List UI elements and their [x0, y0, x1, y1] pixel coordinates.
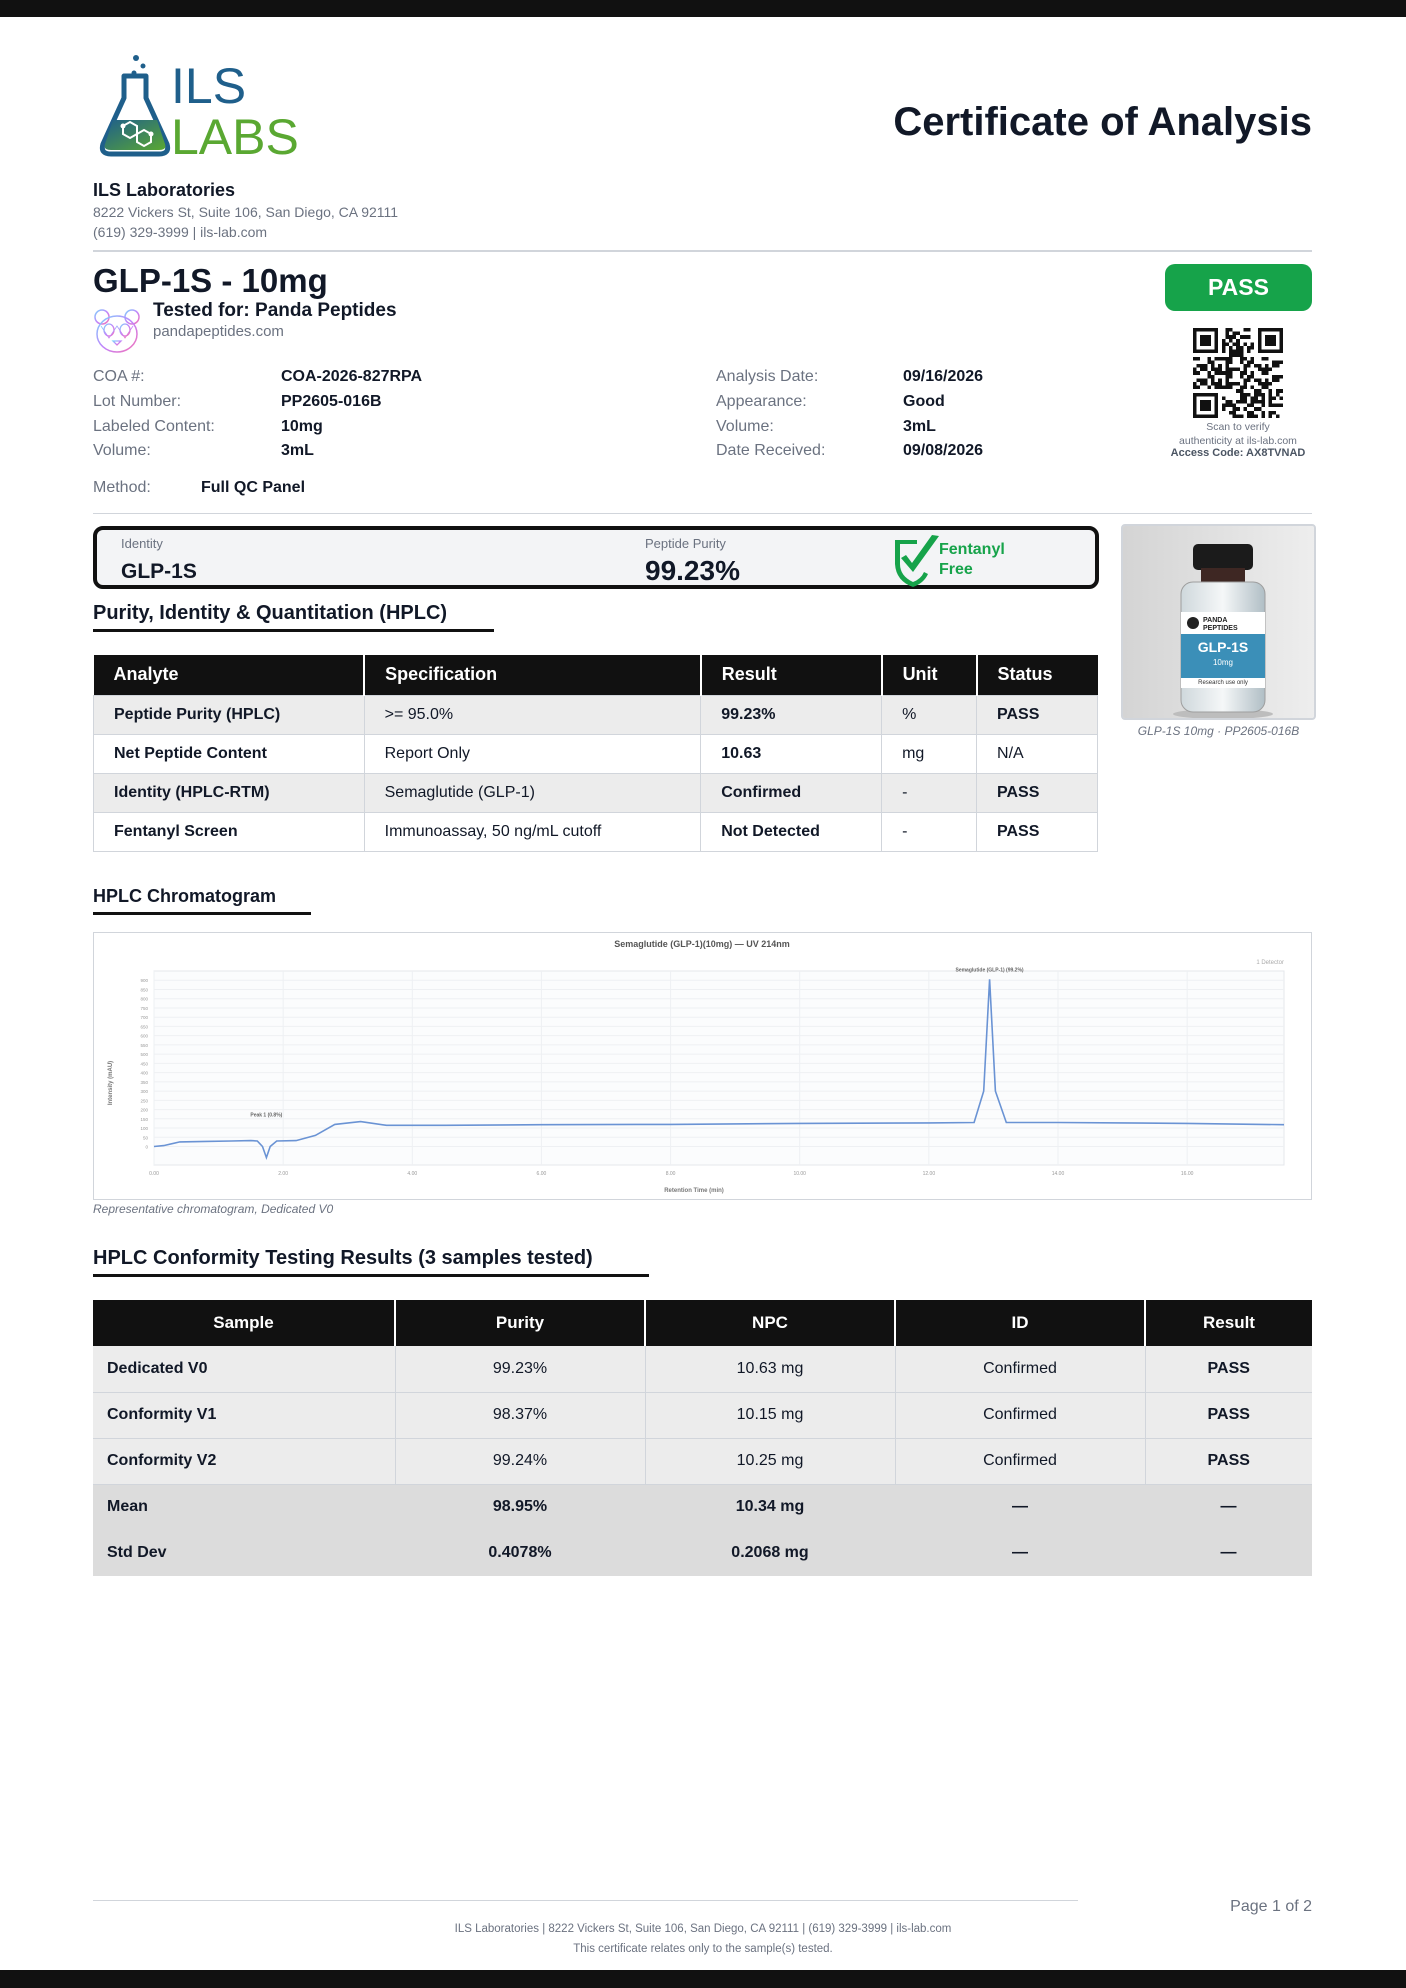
col-result: Result: [701, 655, 882, 695]
conformity-underline: [93, 1274, 649, 1277]
method-label: Method:: [93, 479, 151, 496]
analyte-cell: Identity (HPLC-RTM): [94, 773, 365, 812]
table-row: [94, 812, 1098, 851]
chart-y-tick-label: 600: [140, 1033, 148, 1039]
chart-ylabel: Intensity (mAU): [108, 1060, 114, 1106]
lab-name: ILS Laboratories: [93, 180, 236, 200]
id-cell: Confirmed: [895, 1438, 1145, 1484]
chart-y-tick-label: 250: [140, 1098, 148, 1104]
check-shield-icon: [887, 532, 943, 588]
analyte-cell: Net Peptide Content: [94, 734, 365, 773]
chart-y-tick-label: 300: [140, 1089, 148, 1095]
page-number: Page 1 of 2: [1230, 1898, 1312, 1915]
chart-y-tick-label: 200: [140, 1107, 148, 1113]
pass-badge: PASS: [1165, 264, 1312, 311]
vial-note: Research use only: [1198, 680, 1248, 686]
meta-appearance-value: Good: [903, 393, 945, 410]
col-result: Result: [1145, 1300, 1312, 1346]
purity-cell: 98.37%: [395, 1392, 645, 1438]
stat-npc-cell: 0.2068 mg: [645, 1530, 895, 1576]
flask-logo-icon: [93, 54, 313, 159]
meta-volume2-value: 3mL: [903, 418, 936, 435]
stat-id-cell: —: [895, 1484, 1145, 1530]
status-cell: PASS: [977, 773, 1098, 812]
chart-y-tick-label: 900: [140, 978, 148, 984]
fentanyl-free-label: [939, 540, 1005, 580]
chart-x-tick-label: 10.00: [793, 1171, 806, 1177]
hplc-section-title: Purity, Identity & Quantitation (HPLC): [93, 602, 448, 624]
chromatogram-chart: [93, 932, 1312, 1200]
meta-coa-value: COA-2026-827RPA: [281, 368, 423, 385]
chart-peak-label: Semaglutide (GLP-1) (99.2%): [955, 967, 1024, 974]
spec-cell: Report Only: [364, 734, 701, 773]
table-row: [93, 1438, 1312, 1484]
chart-y-tick-label: 400: [140, 1070, 148, 1076]
summary-identity-value: GLP-1S: [121, 560, 197, 583]
vial-illustration: [1123, 526, 1316, 720]
npc-cell: 10.63 mg: [645, 1346, 895, 1392]
summary-box: [93, 526, 1099, 589]
table-row: [93, 1392, 1312, 1438]
chromatogram-svg: [94, 933, 1311, 1199]
meta-lot-value: PP2605-016B: [281, 393, 382, 410]
chart-y-tick-label: 850: [140, 987, 148, 993]
col-purity: Purity: [395, 1300, 645, 1346]
chromatogram-caption: Representative chromatogram, Dedicated V0: [93, 1202, 334, 1216]
chart-y-tick-label: 550: [140, 1042, 148, 1048]
id-cell: Confirmed: [895, 1392, 1145, 1438]
result-cell: PASS: [1145, 1438, 1312, 1484]
chart-x-tick-label: 2.00: [278, 1171, 289, 1177]
stat-label-cell: Std Dev: [93, 1530, 395, 1576]
stat-result-cell: —: [1145, 1484, 1312, 1530]
client-url: pandapeptides.com: [153, 323, 284, 340]
chart-x-tick-label: 6.00: [536, 1171, 547, 1177]
stat-label-cell: Mean: [93, 1484, 395, 1530]
vial-brand-line2: PEPTIDES: [1203, 625, 1238, 632]
meta-analysis-date-value: 09/16/2026: [903, 368, 984, 385]
stat-id-cell: —: [895, 1530, 1145, 1576]
sample-cell: Dedicated V0: [93, 1346, 395, 1392]
meta-received-value: 09/08/2026: [903, 442, 984, 459]
vial-photo: [1121, 524, 1316, 720]
method-value: Full QC Panel: [201, 479, 306, 496]
col-analyte: Analyte: [94, 655, 365, 695]
purity-cell: 99.23%: [395, 1346, 645, 1392]
table-header-row: [93, 1300, 1312, 1346]
qr-scan-note-line1: Scan to verify: [1206, 421, 1270, 433]
stats-row-stddev: [93, 1530, 1312, 1576]
result-cell: 10.63: [701, 734, 882, 773]
chart-y-tick-label: 750: [140, 1005, 148, 1011]
meta-volume-value: 3mL: [281, 442, 314, 459]
vial-caption: GLP-1S 10mg · PP2605-016B: [1137, 724, 1300, 738]
sample-cell: Conformity V2: [93, 1438, 395, 1484]
chart-x-tick-label: 0.00: [149, 1171, 159, 1177]
logo-text-ils: ILS: [171, 58, 247, 114]
spec-cell: Immunoassay, 50 ng/mL cutoff: [364, 812, 701, 851]
result-cell: 99.23%: [701, 695, 882, 734]
analyte-cell: Peptide Purity (HPLC): [94, 695, 365, 734]
chart-peak-label: Peak 1 (0.8%): [250, 1112, 283, 1119]
chromatogram-underline: [93, 912, 311, 915]
panda-logo-icon: [93, 308, 141, 354]
status-cell: PASS: [977, 695, 1098, 734]
npc-cell: 10.15 mg: [645, 1392, 895, 1438]
qr-scan-note: [1150, 420, 1326, 448]
col-id: ID: [895, 1300, 1145, 1346]
chart-xlabel: Retention Time (min): [664, 1188, 724, 1194]
stats-row-mean: [93, 1484, 1312, 1530]
meta-appearance-label: Appearance:: [716, 393, 807, 410]
vial-product: GLP-1S: [1197, 639, 1249, 655]
chart-y-tick-label: 100: [140, 1126, 148, 1132]
sample-cell: Conformity V1: [93, 1392, 395, 1438]
chart-y-tick-label: 500: [140, 1052, 148, 1058]
chart-x-tick-label: 4.00: [407, 1171, 418, 1177]
analyte-cell: Fentanyl Screen: [94, 812, 365, 851]
access-code: Access Code: AX8TVNAD: [1170, 447, 1306, 459]
purity-cell: 99.24%: [395, 1438, 645, 1484]
meta-volume2-label: Volume:: [716, 418, 774, 435]
conformity-table: [93, 1300, 1312, 1576]
col-npc: NPC: [645, 1300, 895, 1346]
fentanyl-line1: Fentanyl: [939, 541, 1005, 558]
chart-legend: 1 Detector: [1256, 960, 1284, 966]
stat-purity-cell: 0.4078%: [395, 1530, 645, 1576]
hplc-results-table: [93, 655, 1098, 852]
col-unit: Unit: [882, 655, 977, 695]
chart-y-tick-label: 800: [140, 996, 148, 1002]
result-cell: Confirmed: [701, 773, 882, 812]
meta-lot-label: Lot Number:: [93, 393, 182, 410]
chart-y-tick-label: 150: [140, 1116, 148, 1122]
spec-cell: >= 95.0%: [364, 695, 701, 734]
chart-y-tick-label: 450: [140, 1061, 148, 1067]
col-sample: Sample: [93, 1300, 395, 1346]
chart-title: Semaglutide (GLP-1)(10mg) — UV 214nm: [614, 939, 790, 949]
logo-text-labs: LABS: [171, 109, 299, 159]
chart-y-tick-label: 50: [142, 1135, 148, 1141]
product-title: GLP-1S - 10mg: [93, 262, 328, 299]
table-header-row: [94, 655, 1098, 695]
header-divider: [93, 250, 1312, 252]
unit-cell: mg: [882, 734, 977, 773]
top-bar: [0, 0, 1406, 17]
meta-content-label: Labeled Content:: [93, 418, 215, 435]
chart-y-tick-label: 350: [140, 1079, 148, 1085]
meta-received-label: Date Received:: [716, 442, 826, 459]
summary-purity-value: 99.23%: [645, 555, 740, 586]
meta-coa-label: COA #:: [93, 368, 145, 385]
result-cell: Not Detected: [701, 812, 882, 851]
unit-cell: -: [882, 812, 977, 851]
stat-npc-cell: 10.34 mg: [645, 1484, 895, 1530]
table-row: [94, 695, 1098, 734]
lab-address: 8222 Vickers St, Suite 106, San Diego, CA 92111: [93, 204, 399, 220]
conformity-section-title: HPLC Conformity Testing Results (3 samples tested): [93, 1247, 593, 1269]
qr-code-icon[interactable]: [1193, 328, 1283, 418]
col-status: Status: [977, 655, 1098, 695]
footer-disclaimer: This certificate relates only to the sample(s) tested.: [573, 1943, 833, 1955]
footer-contact: ILS Laboratories | 8222 Vickers St, Suite 106, San Diego, CA 92111 | (619) 329-3999 | ils-lab.com: [454, 1923, 952, 1935]
col-specification: Specification: [364, 655, 701, 695]
result-cell: PASS: [1145, 1392, 1312, 1438]
result-cell: PASS: [1145, 1346, 1312, 1392]
lab-contact: (619) 329-3999 | ils-lab.com: [93, 224, 268, 240]
table-row: [93, 1346, 1312, 1392]
id-cell: Confirmed: [895, 1346, 1145, 1392]
chart-y-tick-label: 700: [140, 1015, 148, 1021]
meta-divider: [93, 513, 1312, 514]
bottom-bar: [0, 1970, 1406, 1988]
chart-x-tick-label: 8.00: [665, 1171, 676, 1177]
stat-result-cell: —: [1145, 1530, 1312, 1576]
meta-volume-label: Volume:: [93, 442, 151, 459]
vial-brand-line1: PANDA: [1203, 617, 1228, 624]
document-title: Certificate of Analysis: [893, 100, 1312, 144]
chart-plot-area: [154, 971, 1284, 1165]
chart-y-tick-label: 650: [140, 1024, 148, 1030]
status-cell: PASS: [977, 812, 1098, 851]
stat-purity-cell: 98.95%: [395, 1484, 645, 1530]
spec-cell: Semaglutide (GLP-1): [364, 773, 701, 812]
chromatogram-section-title: HPLC Chromatogram: [93, 886, 277, 906]
status-cell: N/A: [977, 734, 1098, 773]
chart-x-tick-label: 14.00: [1051, 1171, 1065, 1177]
summary-identity-label: Identity: [121, 536, 163, 551]
chart-x-tick-label: 16.00: [1180, 1171, 1194, 1177]
client-name: Tested for: Panda Peptides: [153, 300, 397, 321]
npc-cell: 10.25 mg: [645, 1438, 895, 1484]
footer-divider: [93, 1900, 1078, 1901]
summary-purity-label: Peptide Purity: [645, 536, 726, 551]
table-row: [94, 734, 1098, 773]
unit-cell: %: [882, 695, 977, 734]
hplc-section-underline: [93, 629, 494, 632]
unit-cell: -: [882, 773, 977, 812]
qr-scan-note-line2: authenticity at ils-lab.com: [1179, 435, 1297, 447]
meta-analysis-date-label: Analysis Date:: [716, 368, 819, 385]
chart-y-tick-label: 0: [145, 1144, 148, 1150]
chart-x-tick-label: 12.00: [922, 1171, 936, 1177]
table-row: [94, 773, 1098, 812]
fentanyl-line2: Free: [939, 561, 973, 578]
vial-dose: 10mg: [1212, 658, 1234, 667]
meta-content-value: 10mg: [281, 418, 323, 435]
